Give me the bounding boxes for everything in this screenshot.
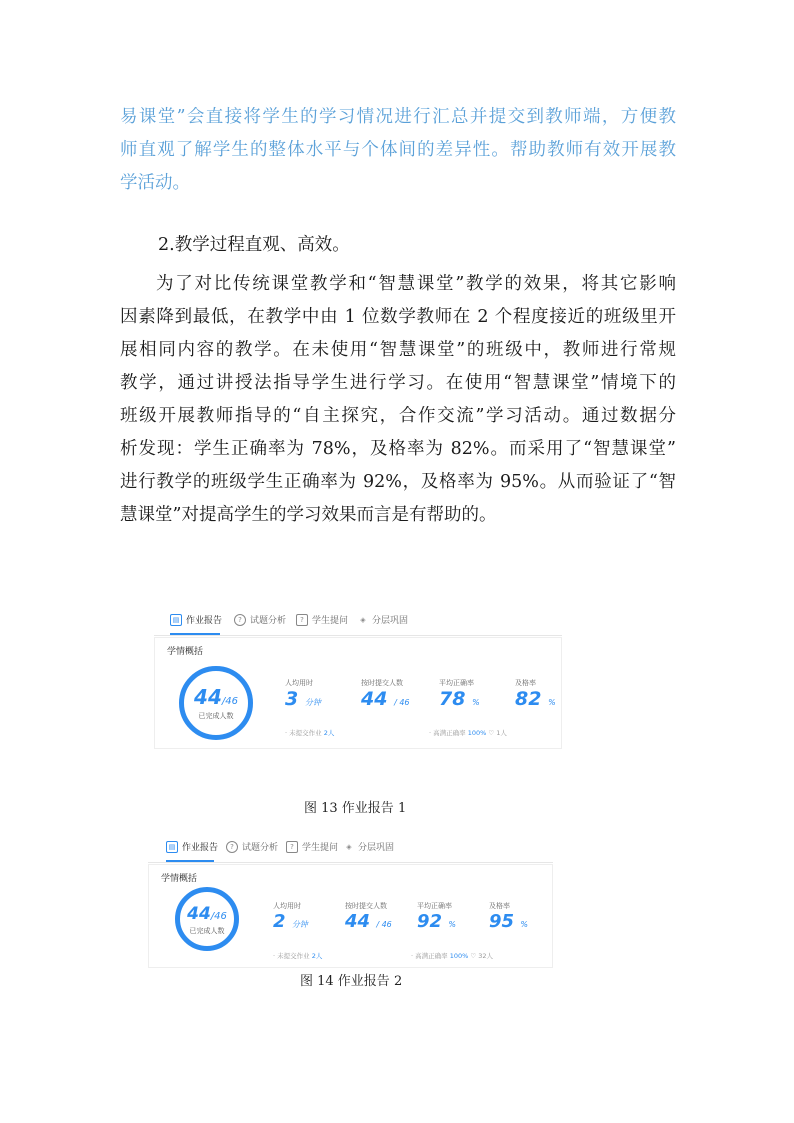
full-score-rate: 100% bbox=[449, 952, 469, 960]
layers-icon: ◈ bbox=[346, 842, 352, 851]
stat-accuracy bbox=[439, 678, 480, 710]
full-score-rate: 100% bbox=[467, 729, 487, 737]
paragraph-body bbox=[120, 268, 676, 532]
stat-label: 平均正确率 bbox=[417, 902, 452, 910]
stat-pass-rate bbox=[489, 901, 528, 932]
completion-ring bbox=[175, 887, 239, 951]
heading-text: 2.教学过程直观、高效。 bbox=[158, 235, 350, 255]
text-line: 析发现：学生正确率为 78%，及格率为 82%。而采用了“智慧课堂” bbox=[120, 439, 676, 459]
unsubmitted-label: 未提交作业 bbox=[289, 729, 322, 737]
unit: % bbox=[472, 698, 480, 707]
overview-title: 学情概括 bbox=[161, 874, 198, 884]
full-score-count: 1人 bbox=[496, 729, 507, 737]
stat-value bbox=[515, 688, 556, 710]
active-tab-indicator bbox=[170, 633, 220, 635]
unit: 分钟 bbox=[291, 920, 308, 929]
tab-label: 试题分析 bbox=[250, 616, 287, 626]
stat-label: 人均用时 bbox=[285, 679, 313, 687]
submitted-count bbox=[184, 685, 248, 709]
report-icon: ▤ bbox=[170, 614, 182, 626]
total-value: /46 bbox=[221, 696, 238, 707]
tab-layered-review[interactable] bbox=[344, 840, 394, 853]
text-line: 为了对比传统课堂教学和“智慧课堂”教学的效果，将其它影响 bbox=[156, 274, 676, 294]
value: 82 bbox=[515, 688, 542, 710]
unit: % bbox=[548, 698, 556, 707]
stat-value bbox=[273, 911, 308, 932]
text-line: 班级开展教师指导的“自主探究，合作交流”学习活动。通过数据分 bbox=[120, 406, 676, 426]
full-score-count: 32人 bbox=[478, 952, 494, 960]
text-line: 教学，通过讲授法指导学生进行学习。在使用“智慧课堂”情境下的 bbox=[120, 373, 676, 393]
text-line: 因素降到最低，在教学中由 1 位数学教师在 2 个程度接近的班级里开 bbox=[120, 307, 676, 327]
tab-label: 学生提问 bbox=[302, 843, 339, 853]
tab-homework-report[interactable] bbox=[166, 840, 218, 853]
stat-label: 及格率 bbox=[489, 902, 510, 910]
full-score-info: · 高满正确率 100% ♡ 32人 bbox=[411, 952, 494, 960]
tab-label: 分层巩固 bbox=[358, 843, 395, 853]
overview-card bbox=[148, 864, 553, 968]
text-line: 师直观了解学生的整体水平与个体间的差异性。帮助教师有效开展教 bbox=[120, 140, 676, 160]
stat-value bbox=[361, 688, 410, 710]
active-tab-indicator bbox=[166, 860, 214, 862]
stat-value bbox=[439, 688, 480, 710]
stat-label: 人均用时 bbox=[273, 902, 301, 910]
report-icon: ▤ bbox=[166, 841, 178, 853]
full-score-label: 高满正确率 bbox=[433, 729, 466, 737]
submitted-value: 44 bbox=[187, 904, 211, 924]
tab-homework-report[interactable] bbox=[170, 613, 222, 626]
unit: 分钟 bbox=[304, 698, 321, 707]
completion-ring bbox=[179, 666, 253, 740]
unsubmitted-count: 2人 bbox=[311, 952, 323, 960]
ring-label: 已完成人数 bbox=[189, 927, 225, 935]
text-line: 慧课堂”对提高学生的学习效果而言是有帮助的。 bbox=[120, 505, 497, 525]
stat-avg-time bbox=[273, 901, 308, 932]
stat-on-time-submissions bbox=[361, 678, 410, 710]
tab-label: 学生提问 bbox=[312, 616, 349, 626]
unit: / 46 bbox=[376, 920, 392, 929]
stat-on-time-submissions bbox=[345, 901, 392, 932]
stat-value bbox=[285, 688, 321, 710]
text-line: 易课堂”会直接将学生的学习情况进行汇总并提交到教师端，方便教 bbox=[120, 107, 676, 127]
ask-icon: ? bbox=[286, 841, 298, 853]
stat-value bbox=[345, 911, 392, 932]
tab-question-analysis[interactable] bbox=[234, 613, 286, 626]
tab-question-analysis[interactable] bbox=[226, 840, 278, 853]
tab-student-questions[interactable] bbox=[286, 840, 338, 853]
stat-accuracy bbox=[417, 901, 456, 932]
value: 92 bbox=[417, 911, 443, 932]
tab-label: 作业报告 bbox=[182, 843, 219, 853]
full-score-info: · 高满正确率 100% ♡ 1人 bbox=[429, 729, 507, 737]
stat-avg-time bbox=[285, 678, 321, 710]
figure-caption-14: 图 14 作业报告 2 bbox=[300, 974, 403, 989]
stat-label: 平均正确率 bbox=[439, 679, 474, 687]
tab-student-questions[interactable] bbox=[296, 613, 348, 626]
stat-pass-rate bbox=[515, 678, 556, 710]
unit: % bbox=[448, 920, 456, 929]
value: 2 bbox=[273, 911, 286, 932]
tab-label: 作业报告 bbox=[186, 616, 223, 626]
tab-label: 试题分析 bbox=[242, 843, 279, 853]
value: 44 bbox=[345, 911, 371, 932]
tab-layered-review[interactable] bbox=[358, 613, 408, 626]
total-value: /46 bbox=[210, 911, 227, 922]
value: 3 bbox=[285, 688, 299, 710]
homework-report-screenshot-1 bbox=[154, 607, 562, 749]
layers-icon: ◈ bbox=[360, 615, 366, 624]
full-score-label: 高满正确率 bbox=[415, 952, 448, 960]
figure-caption-13: 图 13 作业报告 1 bbox=[304, 801, 407, 816]
section-heading bbox=[158, 229, 558, 262]
report-tabs bbox=[154, 607, 562, 636]
unsubmitted-count: 2人 bbox=[323, 729, 335, 737]
submitted-value: 44 bbox=[194, 685, 222, 709]
text-line: 进行教学的班级学生正确率为 92%，及格率为 95%。从而验证了“智 bbox=[120, 472, 676, 492]
ring-label: 已完成人数 bbox=[198, 712, 234, 720]
unsubmitted-info: · 未提交作业 2人 bbox=[285, 729, 335, 737]
stat-label: 按时提交人数 bbox=[345, 902, 387, 910]
unsubmitted-label: 未提交作业 bbox=[277, 952, 310, 960]
ask-icon: ? bbox=[296, 614, 308, 626]
value: 95 bbox=[489, 911, 515, 932]
question-icon: ? bbox=[234, 614, 246, 626]
tab-label: 分层巩固 bbox=[372, 616, 409, 626]
homework-report-screenshot-2 bbox=[148, 834, 553, 968]
value: 78 bbox=[439, 688, 466, 710]
overview-card bbox=[154, 637, 562, 749]
stat-label: 按时提交人数 bbox=[361, 679, 403, 687]
paragraph-intro bbox=[120, 101, 676, 200]
submitted-count bbox=[180, 904, 234, 924]
unsubmitted-info: · 未提交作业 2人 bbox=[273, 952, 323, 960]
report-tabs bbox=[148, 834, 553, 863]
unit: / 46 bbox=[394, 698, 410, 707]
question-icon: ? bbox=[226, 841, 238, 853]
overview-title: 学情概括 bbox=[167, 647, 204, 657]
value: 44 bbox=[361, 688, 388, 710]
stat-value bbox=[417, 911, 456, 932]
text-line: 学活动。 bbox=[120, 173, 190, 193]
stat-value bbox=[489, 911, 528, 932]
stat-label: 及格率 bbox=[515, 679, 536, 687]
unit: % bbox=[520, 920, 528, 929]
text-line: 展相同内容的教学。在未使用“智慧课堂”的班级中，教师进行常规 bbox=[120, 340, 676, 360]
